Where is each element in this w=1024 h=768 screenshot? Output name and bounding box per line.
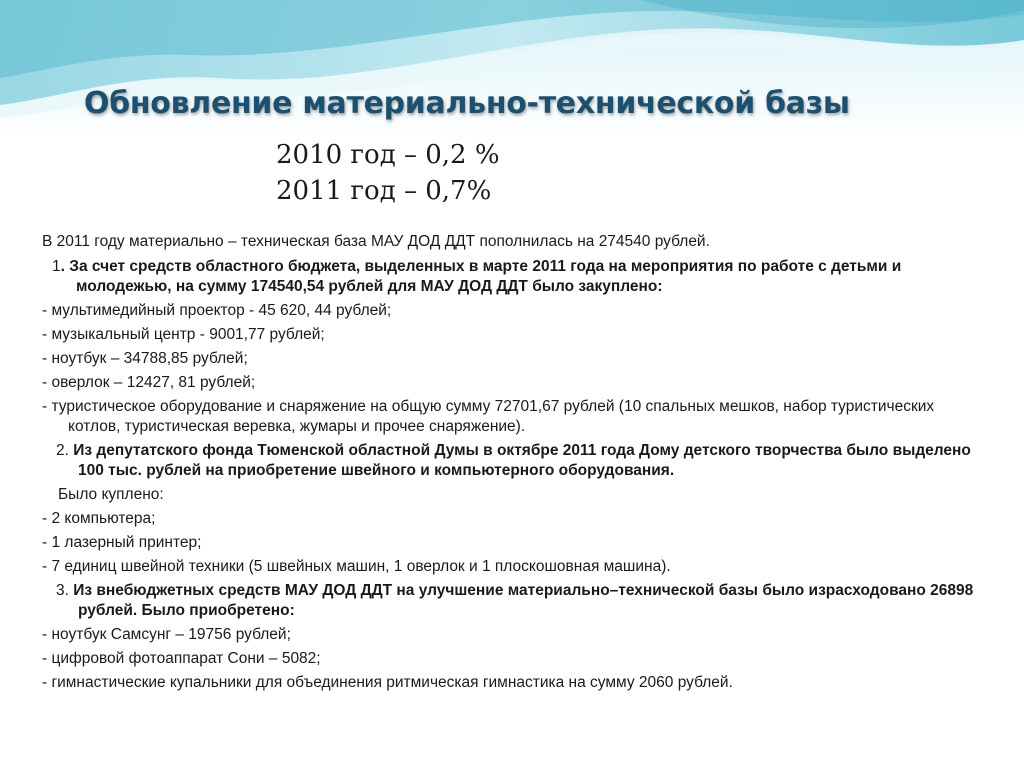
section-3-heading: [42, 581, 982, 621]
list-item: - туристическое оборудование и снаряжение на общую сумму 72701,67 рублей (10 спальных мешков, набор туристических котлов, туристическая веревка, жумары и прочее снаряжение).: [42, 398, 935, 435]
list-item: - мультимедийный проектор - 45 620, 44 рублей;: [42, 302, 392, 319]
list-item: - 1 лазерный принтер;: [42, 534, 202, 551]
purchased-label: Было куплено:: [58, 486, 164, 503]
list-item: - гимнастические купальники для объединения ритмическая гимнастика на сумму 2060 рублей.: [42, 674, 733, 691]
section-1-number: 1: [52, 258, 61, 275]
list-item: - ноутбук – 34788,85 рублей;: [42, 350, 248, 367]
slide-title: Обновление материально-технической базы: [84, 86, 850, 121]
section-2-text: Из депутатского фонда Тюменской областной Думы в октябре 2011 года Дому детского творчества было выделено 100 тыс. рублей на приобретение швейного и компьютерного оборудования.: [73, 442, 971, 479]
section-1-heading: [42, 257, 982, 297]
list-item: - оверлок – 12427, 81 рублей;: [42, 374, 256, 391]
year-2011-percent: 2011 год – 0,7%: [276, 176, 492, 206]
intro-text: В 2011 году материально – техническая база МАУ ДОД ДДТ пополнилась на 274540 рублей.: [42, 233, 710, 250]
list-item: - ноутбук Самсунг – 19756 рублей;: [42, 626, 291, 643]
section-3-number: 3.: [56, 582, 69, 599]
section-1-text: . За счет средств областного бюджета, выделенных в марте 2011 года на мероприятия по работе с детьми и молодежью, на сумму 174540,54 рублей для МАУ ДОД ДДТ было закуплено:: [60, 258, 902, 295]
list-item: - 2 компьютера;: [42, 510, 156, 527]
section-2-heading: [42, 441, 982, 481]
list-item: - музыкальный центр - 9001,77 рублей;: [42, 326, 325, 343]
section-3-text: Из внебюджетных средств МАУ ДОД ДДТ на улучшение материально–технической базы было израсходовано 26898 рублей. Было приобретено:: [73, 582, 974, 619]
list-item: - цифровой фотоаппарат Сони – 5082;: [42, 650, 321, 667]
section-2-number: 2.: [56, 442, 69, 459]
year-2010-percent: 2010 год – 0,2 %: [276, 140, 500, 170]
list-item: - 7 единиц швейной техники (5 швейных машин, 1 оверлок и 1 плоскошовная машина).: [42, 558, 671, 575]
slide-body: [42, 232, 982, 697]
